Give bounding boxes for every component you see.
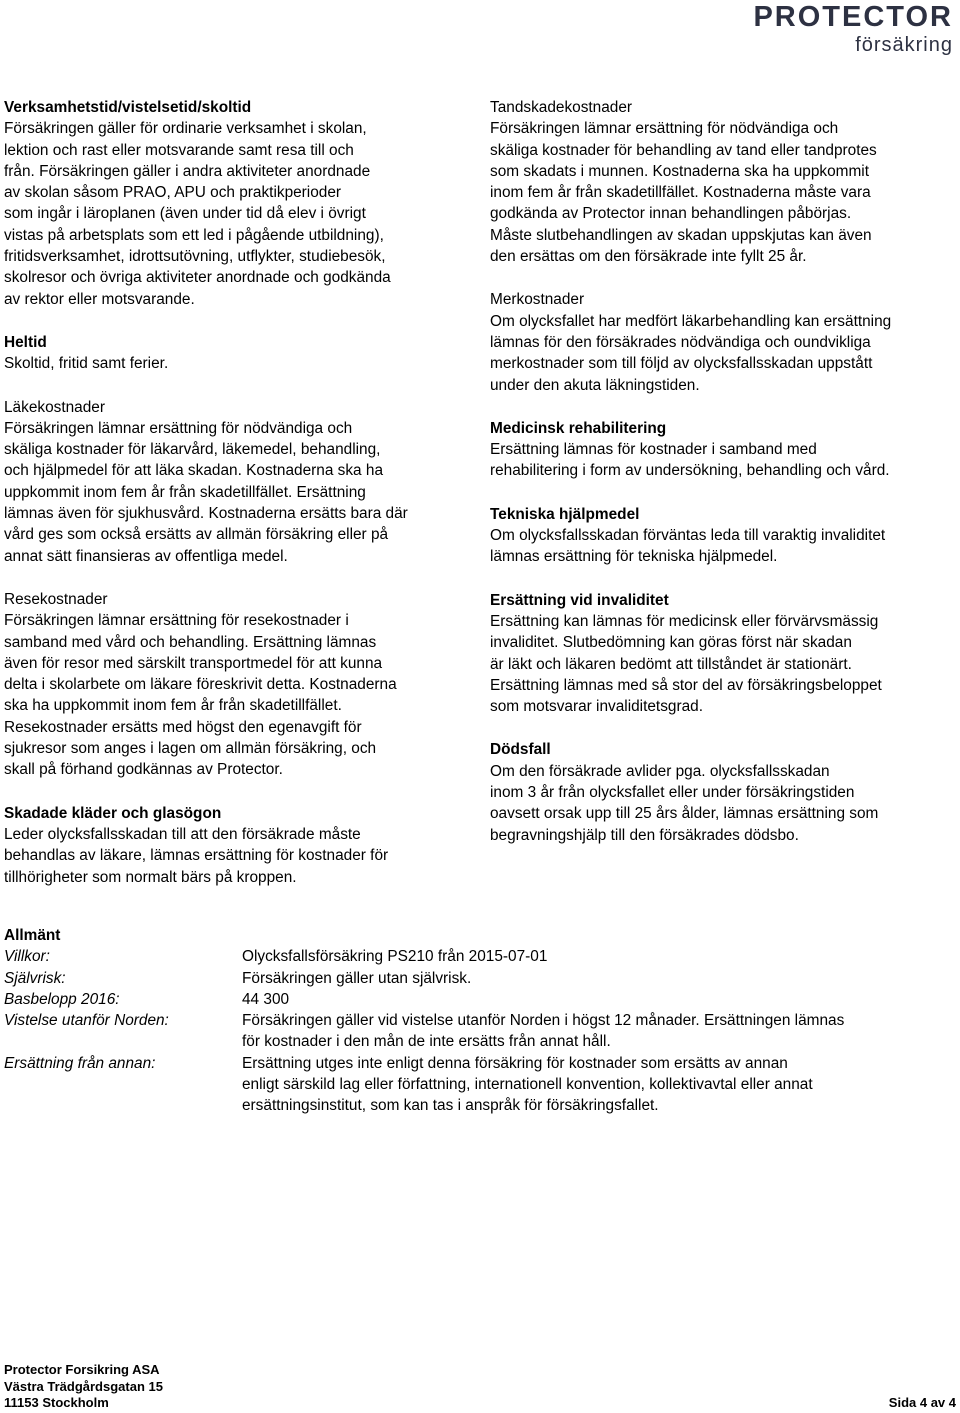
general-row-value — [242, 989, 954, 1010]
section-text-line: skall på förhand godkännas av Protector. — [4, 761, 283, 779]
section-text-line: vistas på arbetsplats som ett led i pågående utbildning), — [4, 226, 384, 244]
section-text-line: rehabilitering i form av undersökning, behandling och vård. — [490, 462, 890, 480]
section-text-line: Resekostnader ersätts med högst den egenavgift för — [4, 718, 362, 736]
section-text-line: Skoltid, fritid samt ferier. — [4, 355, 169, 373]
section-text-line: inom 3 år från olycksfallet eller under försäkringstiden — [490, 784, 855, 802]
section-text-line: Om den försäkrade avlider pga. olycksfallsskadan — [490, 762, 830, 780]
section-text-line: från. Försäkringen gäller i andra aktiviteter anordnade — [4, 162, 371, 180]
general-row-value-line: Försäkringen gäller vid vistelse utanför Norden i högst 12 månader. Ersättningen lämnas — [242, 1012, 845, 1030]
page-number: Sida 4 av 4 — [888, 1395, 956, 1410]
general-row-value — [242, 968, 954, 989]
section — [490, 590, 955, 718]
section-text-line: är läkt och läkaren bedömt att tillståndet är stationärt. — [490, 655, 852, 673]
section-text-line: Leder olycksfallsskadan till att den försäkrade måste — [4, 825, 361, 843]
logo-wordmark: PROTECTOR — [753, 1, 953, 33]
section-title: Läkekostnader — [4, 398, 105, 416]
section-text-line: begravningshjälp till den försäkrades dödsbo. — [490, 826, 799, 844]
section-text-line: oavsett orsak upp till 25 års ålder, lämnas ersättning som — [490, 805, 879, 823]
general-row — [4, 1010, 954, 1053]
section-text-line: invaliditet. Slutbedömning kan göras först när skadan — [490, 634, 852, 652]
section-title: Dödsfall — [490, 741, 551, 759]
general-row-value-line: Ersättning utges inte enligt denna försäkring för kostnader som ersätts av annan — [242, 1054, 788, 1072]
general-rows — [4, 946, 954, 1116]
section-text-line: den ersättas om den försäkrade inte fyllt 25 år. — [490, 248, 807, 266]
section-text-line: delta i skolarbete om läkare föreskrivit detta. Kostnaderna — [4, 676, 397, 694]
section-title: Skadade kläder och glasögon — [4, 804, 222, 822]
section-text-line: Ersättning lämnas med så stor del av försäkringsbeloppet — [490, 676, 882, 694]
logo-subtitle: försäkring — [855, 34, 953, 56]
section — [4, 803, 474, 888]
section-text-line: skolresor och övriga aktiviteter anordnade och godkända — [4, 269, 391, 287]
section-text-line: Försäkringen lämnar ersättning för nödvändiga och — [490, 120, 839, 138]
section — [4, 97, 474, 310]
section-text-line: inom fem år från skadetillfället. Kostnaderna måste vara — [490, 184, 871, 202]
footer — [4, 1362, 956, 1412]
section-text-line: som skadats i munnen. Kostnaderna ska ha uppkommit — [490, 162, 869, 180]
section-text-line: behandlas av läkare, lämnas ersättning för kostnader för — [4, 847, 389, 865]
section-text-line: Ersättning lämnas för kostnader i samband med — [490, 441, 817, 459]
protector-logo — [753, 2, 953, 56]
section — [490, 97, 955, 267]
right-column — [490, 97, 955, 868]
section-text-line: annat sätt finansieras av offentliga medel. — [4, 547, 288, 565]
general-row-label: Ersättning från annan: — [4, 1054, 156, 1072]
general-row-value-line: ersättningsinstitut, som kan tas i anspråk för försäkringsfallet. — [242, 1097, 659, 1115]
section-title: Ersättning vid invaliditet — [490, 591, 669, 609]
general-row-value — [242, 1053, 954, 1117]
section-text-line: av skolan såsom PRAO, APU och praktikperioder — [4, 184, 342, 202]
section-title: Verksamhetstid/vistelsetid/skoltid — [4, 99, 252, 116]
section-title: Tekniska hjälpmedel — [490, 505, 640, 523]
section-text-line: godkända av Protector innan behandlingen påbörjas. — [490, 205, 852, 223]
general-row-value — [242, 946, 954, 967]
section-title: Merkostnader — [490, 291, 585, 309]
general-row — [4, 946, 954, 967]
section-text-line: av rektor eller motsvarande. — [4, 290, 195, 308]
section-text-line: lämnas även för sjukhusvård. Kostnaderna ersätts bara där — [4, 505, 408, 523]
section-title: Resekostnader — [4, 590, 108, 608]
section-text-line: sjukresor som anges i lagen om allmän försäkring, och — [4, 740, 377, 758]
section — [490, 418, 955, 482]
general-row-value-line: enligt särskild lag eller författning, internationell konvention, kollektivavtal eller annat — [242, 1076, 813, 1094]
section-text-line: skäliga kostnader för läkarvård, läkemedel, behandling, — [4, 441, 381, 459]
section-text-line: lämnas för den försäkrades nödvändiga och oundvikliga — [490, 333, 871, 351]
section-text-line: även för resor med särskilt transportmedel för att kunna — [4, 654, 383, 672]
section-text-line: Försäkringen lämnar ersättning för nödvändiga och — [4, 419, 353, 437]
footer-company: Protector Forsikring ASA — [4, 1362, 160, 1377]
section — [4, 589, 474, 781]
general-row-value-line: Försäkringen gäller utan självrisk. — [242, 969, 472, 987]
section-text-line: skäliga kostnader för behandling av tand eller tandprotes — [490, 141, 877, 159]
section — [490, 504, 955, 568]
footer-street: Västra Trädgårdsgatan 15 — [4, 1378, 163, 1394]
general-row-label: Självrisk: — [4, 969, 66, 987]
general-row-value-line: för kostnader i den mån de inte ersätts från annat håll. — [242, 1033, 611, 1051]
section-text-line: och hjälpmedel för att läka skadan. Kostnaderna ska ha — [4, 462, 384, 480]
section-title: Medicinsk rehabilitering — [490, 419, 667, 437]
section-text-line: som ingår i läroplanen (även under tid då elev i övrigt — [4, 205, 366, 223]
section — [490, 289, 955, 395]
left-column — [4, 97, 474, 910]
section-title: Tandskadekostnader — [490, 99, 633, 116]
section-text-line: Om olycksfallsskadan förväntas leda till varaktig invaliditet — [490, 527, 886, 545]
general-title: Allmänt — [4, 927, 61, 944]
section-text-line: Försäkringen lämnar ersättning för resekostnader i — [4, 612, 349, 630]
section-text-line: lektion och rast eller motsvarande samt resa till och — [4, 141, 354, 159]
general-row — [4, 1053, 954, 1117]
section-text-line: Om olycksfallet har medfört läkarbehandling kan ersättning — [490, 312, 892, 330]
general-row-label: Villkor: — [4, 948, 50, 966]
section-text-line: Ersättning kan lämnas för medicinsk eller förvärvsmässig — [490, 612, 879, 630]
section-text-line: samband med vård och behandling. Ersättning lämnas — [4, 633, 377, 651]
general-row — [4, 968, 954, 989]
general-row-value-line: 44 300 — [242, 990, 290, 1008]
footer-city: 11153 Stockholm — [4, 1395, 109, 1410]
general-row-label: Basbelopp 2016: — [4, 990, 120, 1008]
section-text-line: tillhörigheter som normalt bärs på kroppen. — [4, 868, 297, 886]
section — [4, 397, 474, 567]
section-title: Heltid — [4, 333, 47, 351]
section-text-line: Måste slutbehandlingen av skadan uppskjutas kan även — [490, 226, 872, 244]
section-text-line: vård ges som också ersätts av allmän försäkring eller på — [4, 526, 389, 544]
section-text-line: under den akuta läkningstiden. — [490, 376, 700, 394]
section — [490, 739, 955, 845]
section-text-line: merkostnader som till följd av olycksfallsskadan uppstått — [490, 355, 873, 373]
general-row-value — [242, 1010, 954, 1053]
section-text-line: som motsvarar invaliditetsgrad. — [490, 698, 703, 716]
section-text-line: fritidsverksamhet, idrottsutövning, utflykter, studiebesök, — [4, 248, 386, 266]
section-text-line: ska ha uppkommit inom fem år från skadetillfället. — [4, 697, 342, 715]
section-text-line: Försäkringen gäller för ordinarie verksamhet i skolan, — [4, 120, 367, 138]
general-row — [4, 989, 954, 1010]
general-row-value-line: Olycksfallsförsäkring PS210 från 2015-07-01 — [242, 948, 548, 966]
section — [4, 332, 474, 375]
section-text-line: uppkommit inom fem år från skadetillfället. Ersättning — [4, 483, 366, 501]
general-row-label: Vistelse utanför Norden: — [4, 1012, 169, 1030]
general-section — [4, 925, 954, 1117]
section-text-line: lämnas ersättning för tekniska hjälpmedel. — [490, 548, 778, 566]
